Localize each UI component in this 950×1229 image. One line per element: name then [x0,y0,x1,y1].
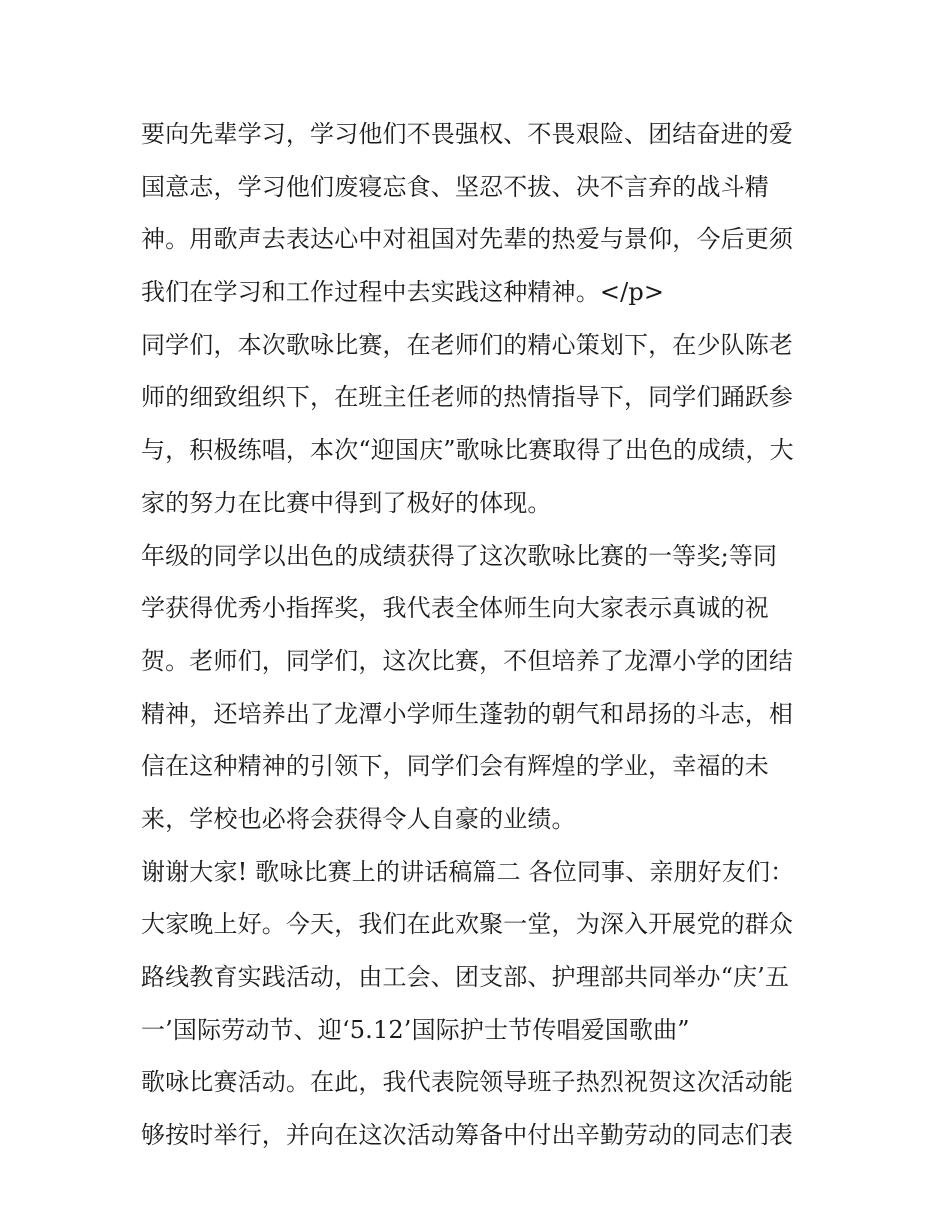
text-line: 同学们，本次歌咏比赛，在老师们的精心策划下，在少队陈老 [141,330,794,359]
text-line: 够按时举行，并向在这次活动筹备中付出辛勤劳动的同志们表 [141,1121,794,1150]
text-line: 年级的同学以出色的成绩获得了这次歌咏比赛的一等奖;等同 [141,541,778,570]
text-line: 神。用歌声去表达心中对祖国对先辈的热爱与景仰，今后更须 [141,225,794,254]
document-body [141,108,821,1162]
text-line: 精神，还培养出了龙潭小学师生蓬勃的朝气和昂扬的斗志，相 [141,699,794,728]
text-line: 路线教育实践活动，由工会、团支部、护理部共同举办“庆’五 [141,963,790,991]
text-line: 大家晚上好。今天，我们在此欢聚一堂，为深入开展党的群众 [141,910,794,939]
text-line: 一’国际劳动节、迎‘5.12’国际护士节传唱爱国歌曲” [141,1015,690,1044]
text-line: 学获得优秀小指挥奖，我代表全体师生向大家表示真诚的祝 [141,594,769,623]
text-line: 国意志，学习他们废寝忘食、坚忍不拔、决不言弃的战斗精 [141,172,769,201]
text-line: 要向先辈学习，学习他们不畏强权、不畏艰险、团结奋进的爱 [141,120,794,148]
text-line: 家的努力在比赛中得到了极好的体现。 [141,488,552,517]
text-line: 谢谢大家! 歌咏比赛上的讲话稿篇二 各位同事、亲朋好友们： [141,857,795,886]
text-line: 与，积极练唱，本次“迎国庆”歌咏比赛取得了出色的成绩，大 [141,436,794,465]
text-line: 师的细致组织下，在班主任老师的热情指导下，同学们踊跃参 [141,383,794,412]
text-line: 我们在学习和工作过程中去实践这种精神。</p> [141,278,665,307]
text-line: 信在这种精神的引领下，同学们会有辉煌的学业，幸福的未 [141,752,769,781]
text-line: 歌咏比赛活动。在此，我代表院领导班子热烈祝贺这次活动能 [141,1068,794,1097]
text-line: 贺。老师们，同学们，这次比赛，不但培养了龙潭小学的团结 [141,646,794,675]
text-line: 来，学校也必将会获得令人自豪的业绩。 [141,804,576,833]
